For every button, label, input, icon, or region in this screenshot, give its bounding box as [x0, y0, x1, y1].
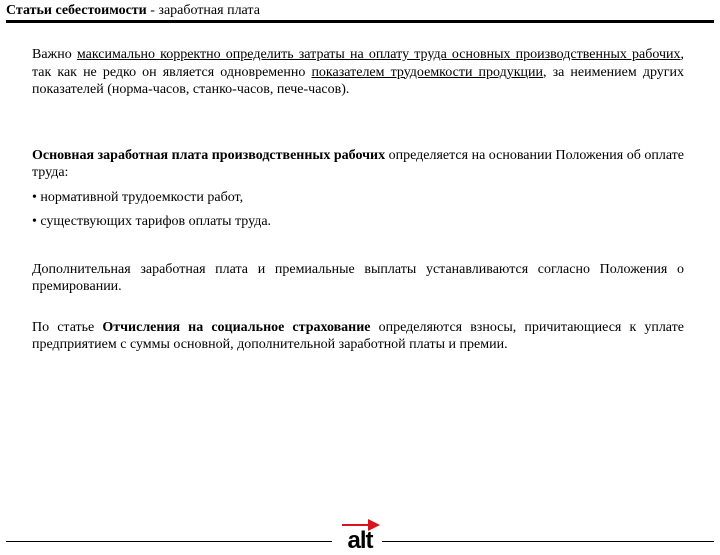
intro-text-3: , за неимением других показателей (норма-часов, станко-часов, пече-часов).	[32, 64, 684, 97]
social-text-1: По статье	[32, 319, 103, 335]
paragraph-social-insurance	[32, 319, 684, 354]
slide-body	[32, 46, 684, 354]
base-salary-bold: Основная заработная плата производственных рабочих	[32, 147, 386, 163]
footer-divider-right	[382, 541, 714, 542]
social-text-2: определяются взносы, причитающиеся к уплате предприятием с суммы основной, дополнительной заработной платы и премии.	[32, 319, 684, 352]
logo-text: alt	[347, 527, 373, 554]
social-bold: Отчисления на социальное страхование	[102, 319, 371, 335]
bullet-item: • нормативной трудоемкости работ,	[32, 189, 244, 205]
title-bold: Статьи себестоимости	[6, 3, 147, 18]
paragraph-additional-salary: Дополнительная заработная плата и премиальные выплаты устанавливаются согласно Положения о премировании.	[32, 261, 684, 294]
paragraph-base-salary	[32, 147, 684, 182]
paragraph-intro	[32, 46, 684, 99]
intro-text-1: Важно	[32, 47, 77, 62]
bullet-item: • существующих тарифов оплаты труда.	[32, 214, 272, 229]
intro-text-2: , так как не редко он является одновременно	[32, 47, 685, 80]
footer-divider-left	[6, 541, 332, 542]
company-logo	[338, 518, 382, 555]
title-rest: - заработная плата	[146, 3, 260, 18]
slide-title	[6, 2, 714, 20]
intro-underlined-1: максимально корректно определить затраты на оплату труда основных производственных рабочих	[76, 47, 681, 62]
header-divider	[6, 20, 714, 23]
base-salary-text: определяется на основании Положения об оплате труда:	[32, 147, 684, 180]
intro-underlined-2: показателем трудоемкости продукции	[311, 64, 544, 80]
